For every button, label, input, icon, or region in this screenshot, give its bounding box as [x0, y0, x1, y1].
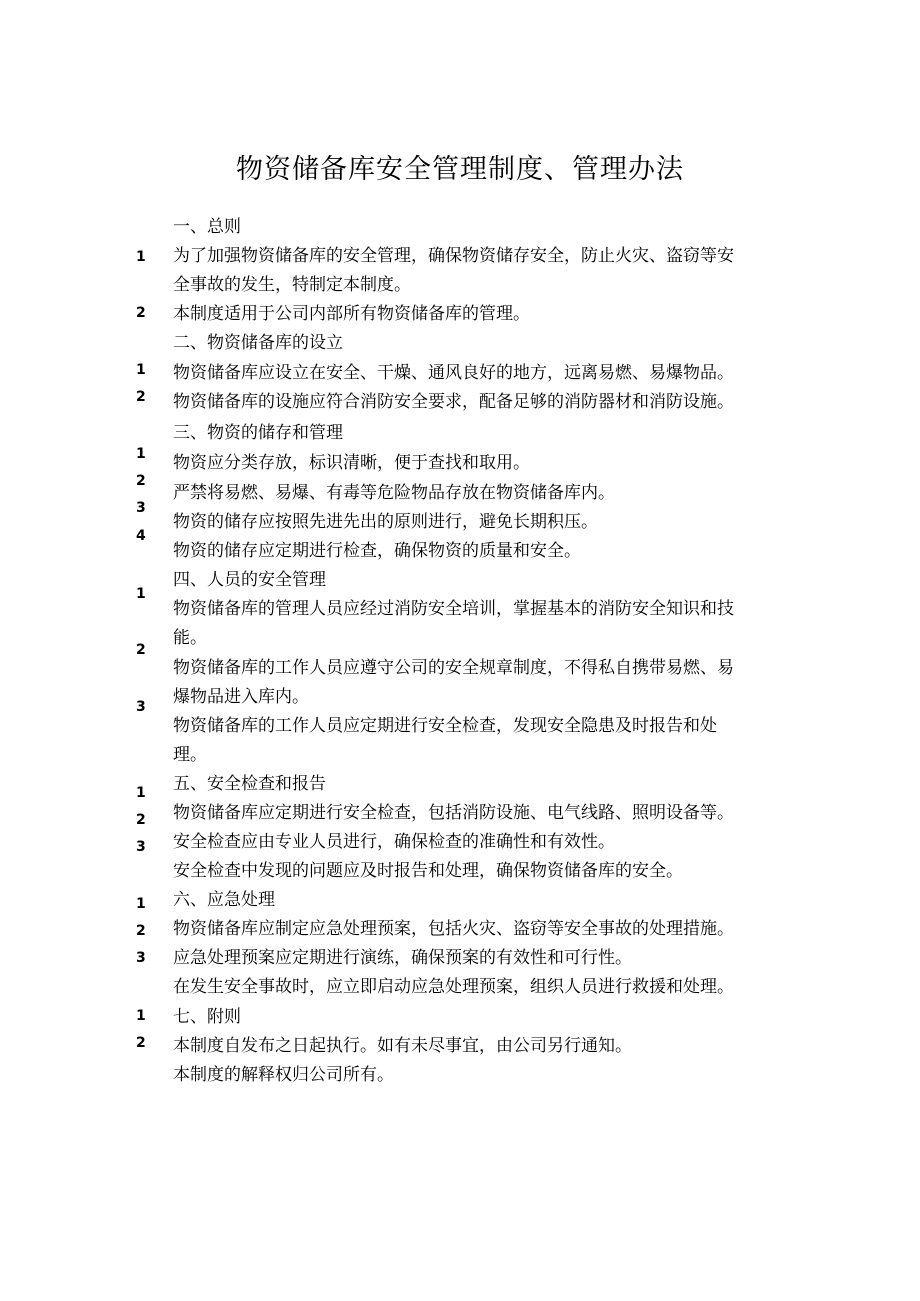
paragraph-line: 本制度适用于公司内部所有物资储备库的管理。: [173, 304, 530, 324]
paragraph-line: 爆物品进入库内。: [173, 687, 309, 707]
paragraph-line: 理。: [173, 745, 207, 765]
list-number: 1: [136, 896, 146, 912]
page-title: 物资储备库安全管理制度、管理办法: [236, 154, 684, 185]
paragraph-line: 物资储备库的设施应符合消防安全要求，配备足够的消防器材和消防设施。: [173, 392, 734, 412]
list-number: 2: [136, 473, 146, 489]
paragraph-line: 全事故的发生，特制定本制度。: [173, 275, 411, 295]
list-number: 1: [136, 446, 146, 462]
list-number: 3: [136, 950, 146, 966]
list-number: 2: [136, 923, 146, 939]
section-heading: 一、总则: [173, 217, 241, 237]
list-number: 2: [136, 642, 146, 658]
paragraph-line: 安全检查中发现的问题应及时报告和处理，确保物资储备库的安全。: [173, 861, 683, 881]
section-heading: 三、物资的储存和管理: [173, 423, 343, 443]
list-number: 2: [136, 305, 146, 321]
paragraph-line: 物资储备库的管理人员应经过消防安全培训，掌握基本的消防安全知识和技: [173, 599, 734, 619]
section-heading: 七、附则: [173, 1007, 241, 1027]
paragraph-line: 物资储备库的工作人员应遵守公司的安全规章制度，不得私自携带易燃、易: [173, 658, 734, 678]
paragraph-line: 严禁将易燃、易爆、有毒等危险物品存放在物资储备库内。: [173, 483, 615, 503]
list-number: 3: [136, 839, 146, 855]
paragraph-line: 本制度自发布之日起执行。如有未尽事宜，由公司另行通知。: [173, 1036, 632, 1056]
list-number: 1: [136, 586, 146, 602]
paragraph-line: 物资的储存应定期进行检查，确保物资的质量和安全。: [173, 541, 581, 561]
paragraph-line: 在发生安全事故时，应立即启动应急处理预案，组织人员进行救援和处理。: [173, 977, 734, 997]
list-number: 2: [136, 1035, 146, 1051]
list-number: 1: [136, 1008, 146, 1024]
list-number: 1: [136, 249, 146, 265]
list-number: 1: [136, 785, 146, 801]
list-number: 3: [136, 699, 146, 715]
list-number: 4: [136, 528, 146, 544]
paragraph-line: 为了加强物资储备库的安全管理，确保物资储存安全，防止火灾、盗窃等安: [173, 246, 734, 266]
list-number: 2: [136, 812, 146, 828]
paragraph-line: 物资储备库的工作人员应定期进行安全检查，发现安全隐患及时报告和处: [173, 716, 717, 736]
paragraph-line: 能。: [173, 628, 207, 648]
paragraph-line: 安全检查应由专业人员进行，确保检查的准确性和有效性。: [173, 832, 615, 852]
list-number: 1: [136, 362, 146, 378]
paragraph-line: 本制度的解释权归公司所有。: [173, 1065, 394, 1085]
section-heading: 四、人员的安全管理: [173, 570, 326, 590]
paragraph-line: 物资储备库应制定应急处理预案，包括火灾、盗窃等安全事故的处理措施。: [173, 919, 734, 939]
list-number: 3: [136, 500, 146, 516]
paragraph-line: 应急处理预案应定期进行演练，确保预案的有效性和可行性。: [173, 948, 632, 968]
section-heading: 二、物资储备库的设立: [173, 333, 343, 353]
paragraph-line: 物资储备库应定期进行安全检查，包括消防设施、电气线路、照明设备等。: [173, 803, 734, 823]
paragraph-line: 物资应分类存放，标识清晰，便于查找和取用。: [173, 453, 530, 473]
list-number: 2: [136, 389, 146, 405]
paragraph-line: 物资储备库应设立在安全、干燥、通风良好的地方，远离易燃、易爆物品。: [173, 363, 734, 383]
section-heading: 五、安全检查和报告: [173, 774, 326, 794]
paragraph-line: 物资的储存应按照先进先出的原则进行，避免长期积压。: [173, 512, 598, 532]
section-heading: 六、应急处理: [173, 890, 275, 910]
